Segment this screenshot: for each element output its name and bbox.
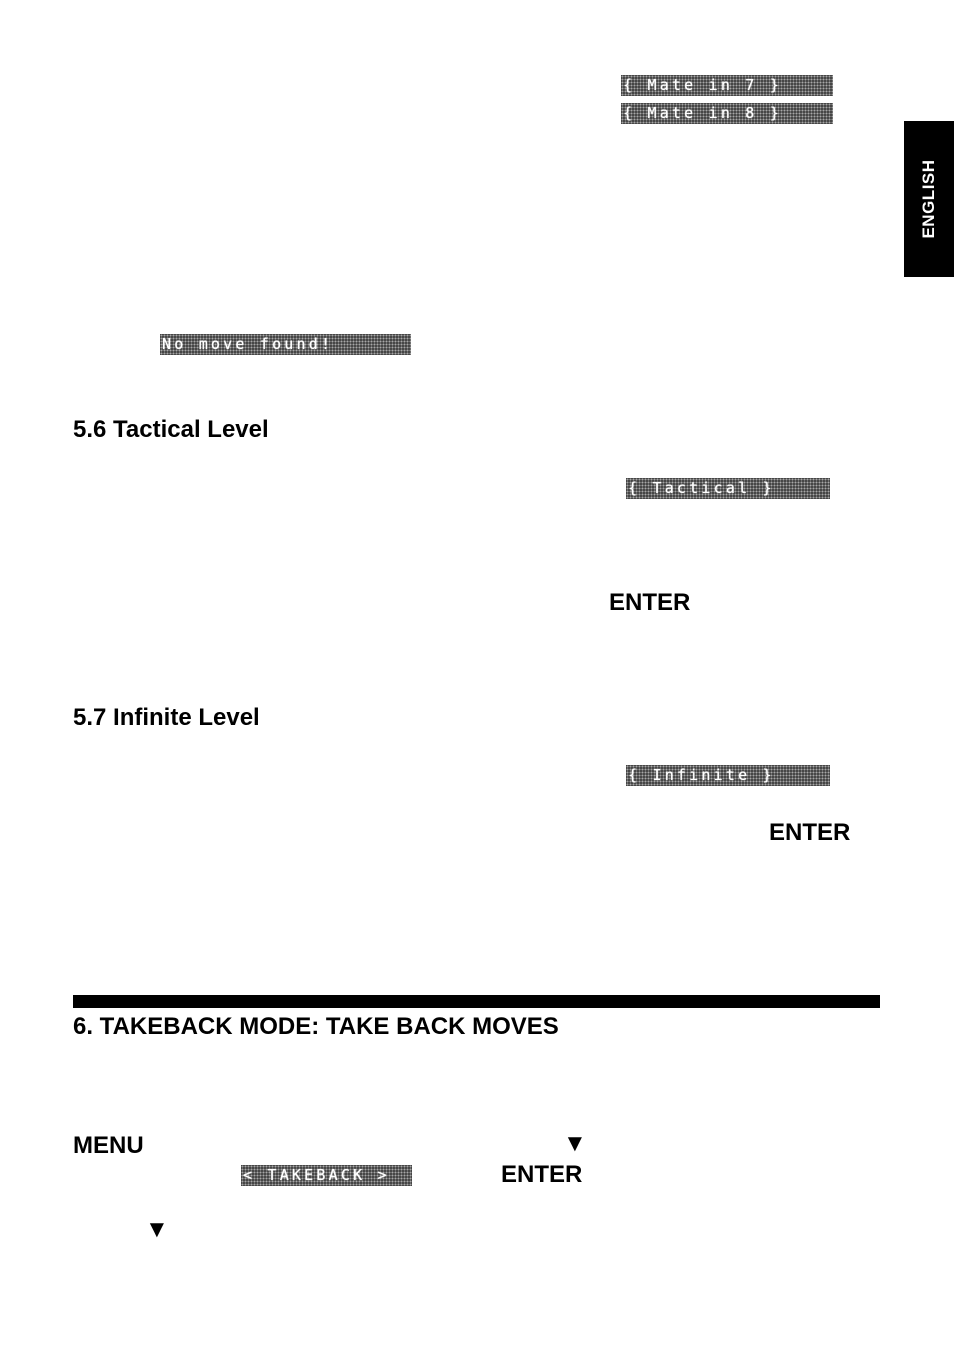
lcd-no-move-found: No move found! — [160, 334, 411, 355]
language-tab — [904, 121, 954, 277]
enter-key-label-6: ENTER — [501, 1161, 583, 1188]
lcd-tactical: { Tactical } — [626, 478, 830, 499]
down-arrow-icon: ▼ — [145, 1216, 169, 1243]
menu-key-label: MENU — [73, 1132, 144, 1159]
lcd-infinite: { Infinite } — [626, 765, 830, 786]
section-divider — [73, 995, 880, 1008]
lcd-mate-in-8: { Mate in 8 } — [621, 103, 833, 124]
lcd-mate-in-7: { Mate in 7 } — [621, 75, 833, 96]
down-arrow-icon: ▼ — [563, 1130, 587, 1157]
enter-key-label-5-7: ENTER — [769, 819, 851, 846]
lcd-takeback: < TAKEBACK > — [241, 1165, 412, 1186]
enter-key-label-5-6: ENTER — [609, 589, 691, 616]
section-6-heading: 6. TAKEBACK MODE: TAKE BACK MOVES — [73, 1013, 559, 1040]
language-tab-label: ENGLISH — [919, 159, 938, 239]
section-5-6-heading: 5.6 Tactical Level — [73, 416, 269, 443]
section-5-7-heading: 5.7 Infinite Level — [73, 704, 260, 731]
